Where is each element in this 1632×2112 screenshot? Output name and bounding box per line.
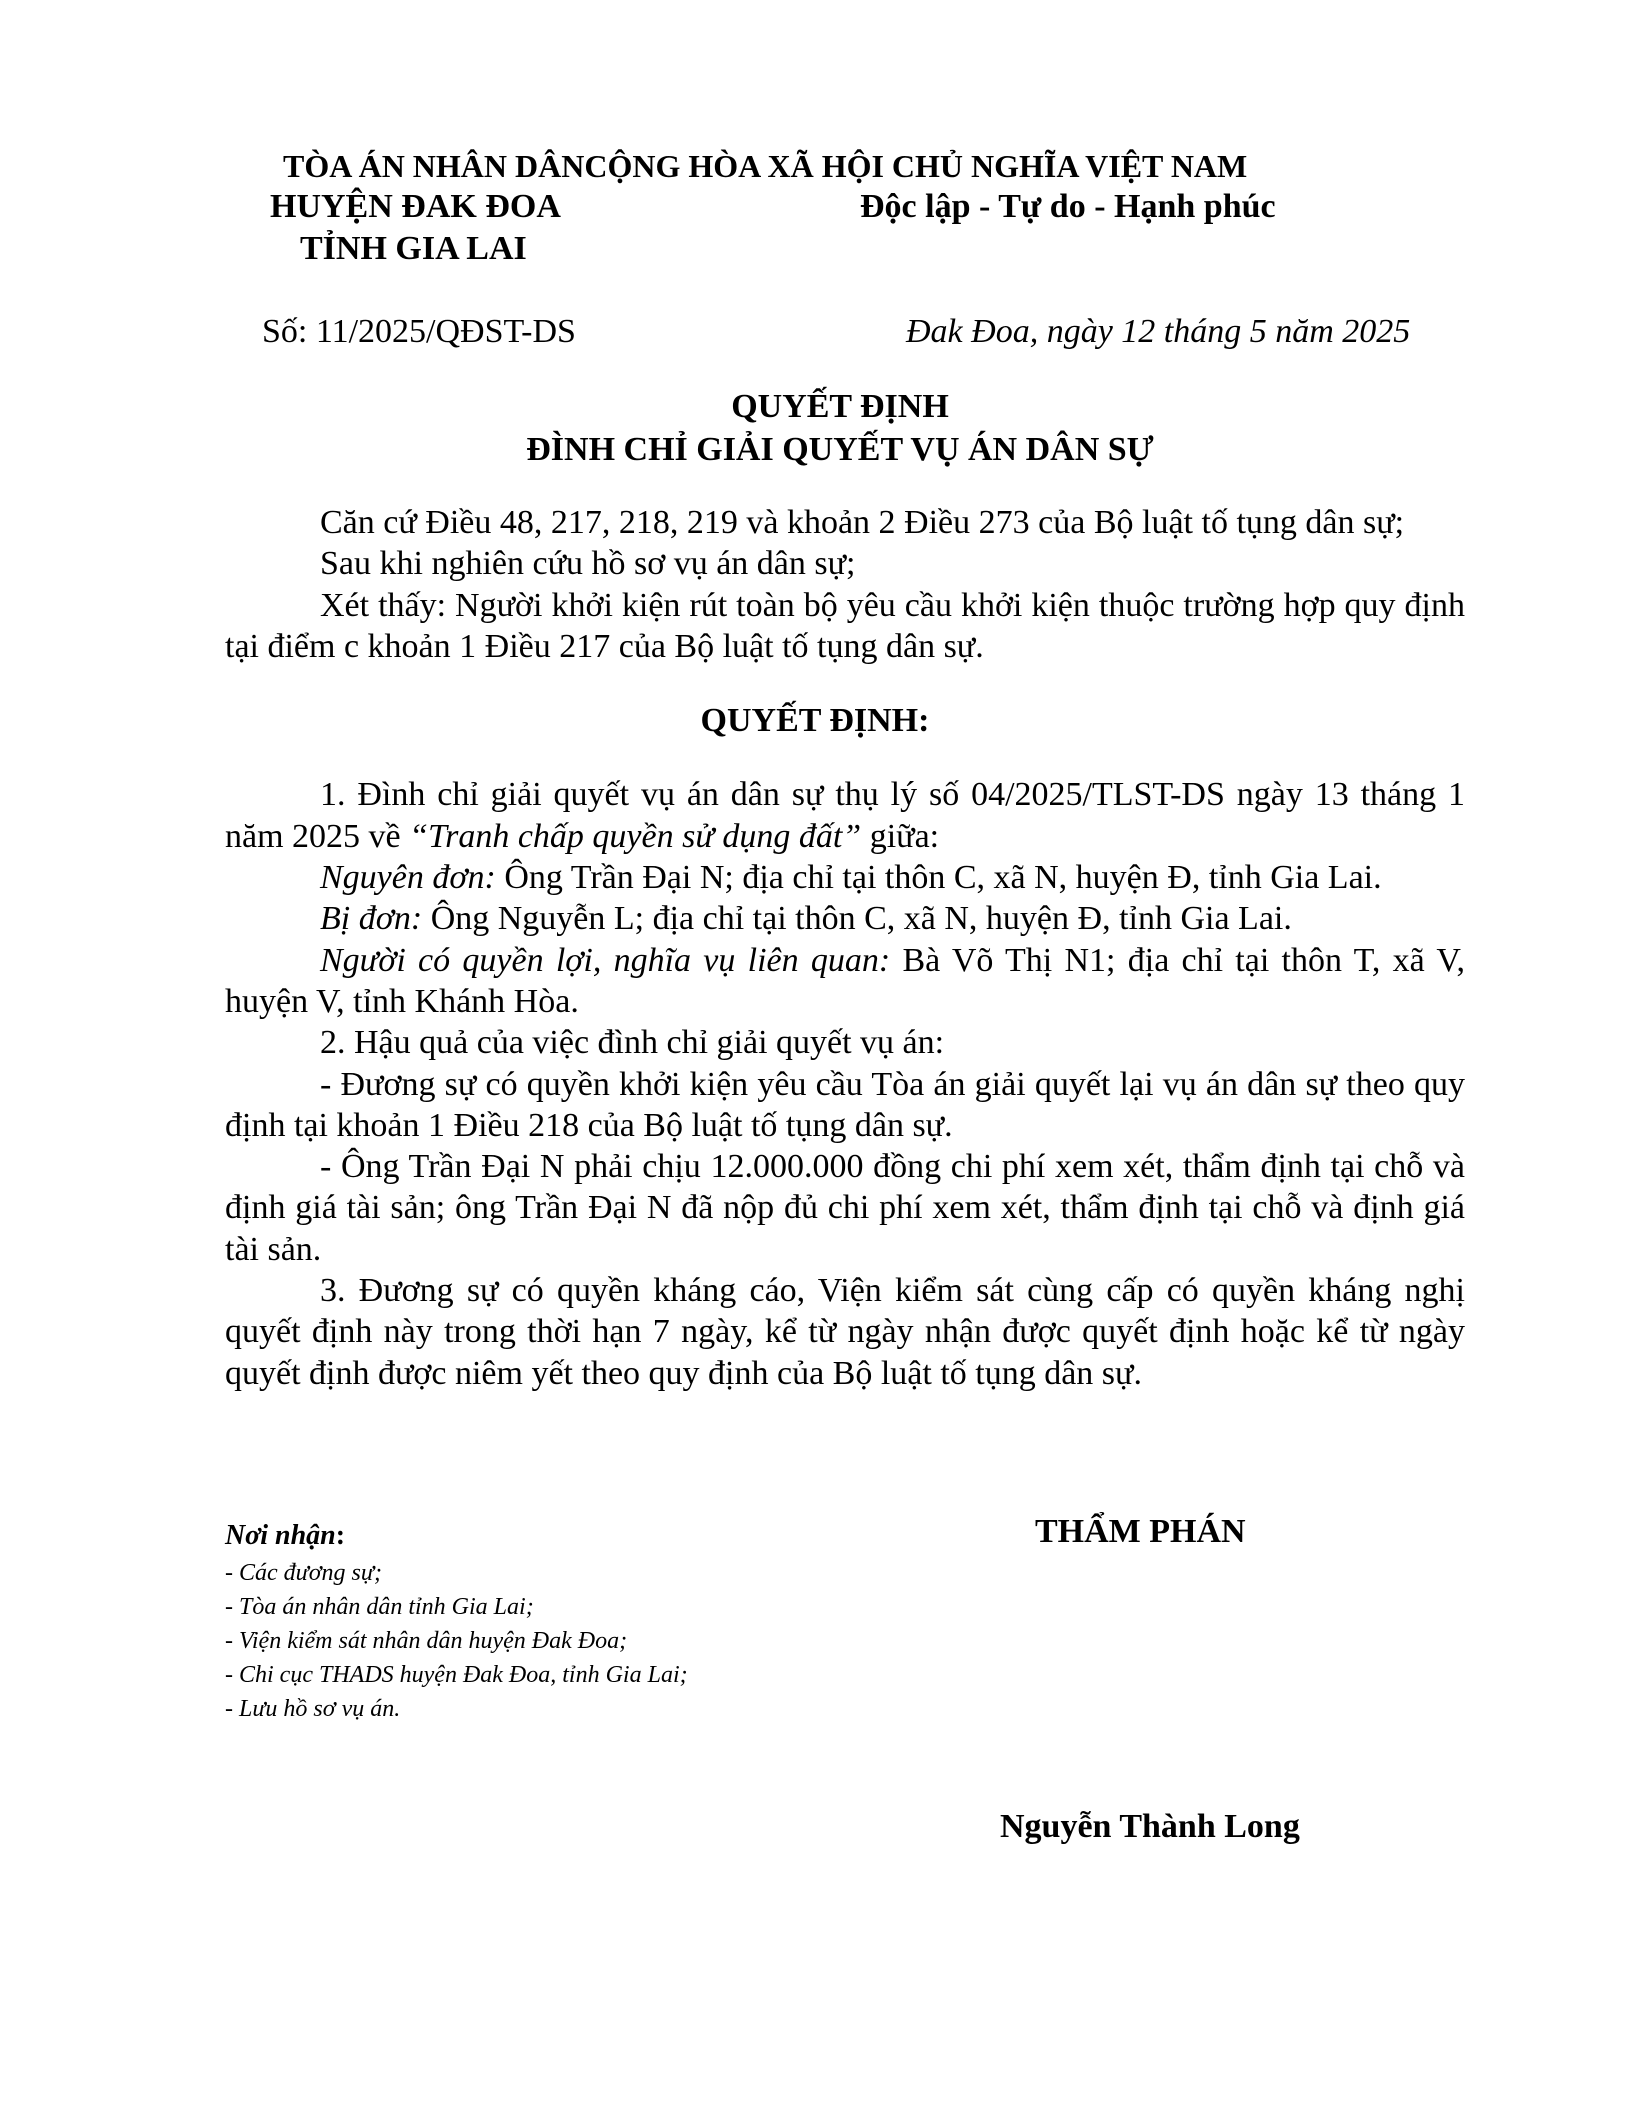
plaintiff-label: Nguyên đơn: xyxy=(320,859,496,897)
recipients-title-colon: : xyxy=(335,1520,346,1551)
related-party-text: Bà Võ Thị N1; địa chỉ tại thôn T, xã V, huyện V, tỉnh Khánh Hòa. xyxy=(225,941,1466,1020)
document-number: Số: 11/2025/QĐST-DS xyxy=(262,313,576,350)
preamble-finding: Xét thấy: Người khởi kiện rút toàn bộ yêu cầu khởi kiện thuộc trường hợp quy định tại điểm c khoản 1 Điều 217 của Bộ luật tố tụng dân sự. xyxy=(225,586,1465,665)
related-party-label: Người có quyền lợi, nghĩa vụ liên quan: xyxy=(320,941,891,979)
decision-item-2b: - Ông Trần Đại N phải chịu 12.000.000 đồng chi phí xem xét, thẩm định tại chỗ và định giá tài sản; ông Trần Đại N đã nộp đủ chi phí xem xét, thẩm định tại chỗ và định giá tài sản. xyxy=(225,1148,1465,1268)
signer-role: THẨM PHÁN xyxy=(1035,1513,1246,1550)
place-date: Đak Đoa, ngày 12 tháng 5 năm 2025 xyxy=(906,313,1411,350)
plaintiff-line xyxy=(225,857,1465,898)
recipient-item: - Chi cục THADS huyện Đak Đoa, tỉnh Gia Lai; xyxy=(225,1662,688,1688)
national-title: CỘNG HÒA XÃ HỘI CHỦ NGHĨA VIỆT NAM xyxy=(584,148,1248,184)
court-district: HUYỆN ĐAK ĐOA xyxy=(270,188,561,225)
recipients-title-text: Nơi nhận xyxy=(225,1520,336,1551)
case-subject: “Tranh chấp quyền sử dụng đất” xyxy=(409,817,862,855)
recipient-item: - Tòa án nhân dân tỉnh Gia Lai; xyxy=(225,1594,534,1620)
related-party-line xyxy=(225,940,1465,1023)
decision-item-1-text: 1. Đình chỉ giải quyết vụ án dân sự thụ lý số 04/2025/TLST-DS ngày 13 tháng 1 năm 2025 về xyxy=(225,776,1465,855)
court-name: TÒA ÁN NHÂN DÂN xyxy=(283,148,585,184)
decision-heading: QUYẾT ĐỊNH: xyxy=(700,702,930,740)
recipient-item: - Lưu hồ sơ vụ án. xyxy=(225,1696,401,1722)
decision-item-1 xyxy=(225,774,1465,857)
preamble-legal-basis: Căn cứ Điều 48, 217, 218, 219 và khoản 2 Điều 273 của Bộ luật tố tụng dân sự; xyxy=(320,504,1405,541)
defendant-text: Ông Nguyễn L; địa chỉ tại thôn C, xã N, huyện Đ, tỉnh Gia Lai. xyxy=(422,900,1292,938)
header-line1 xyxy=(283,148,1247,185)
national-motto: Độc lập - Tự do - Hạnh phúc xyxy=(860,188,1276,225)
document-subtitle: ĐÌNH CHỈ GIẢI QUYẾT VỤ ÁN DÂN SỰ xyxy=(526,431,1154,468)
plaintiff-text: Ông Trần Đại N; địa chỉ tại thôn C, xã N, huyện Đ, tỉnh Gia Lai. xyxy=(495,859,1382,897)
court-province: TỈNH GIA LAI xyxy=(300,230,527,267)
signer-name: Nguyễn Thành Long xyxy=(1000,1808,1300,1845)
recipient-item: - Viện kiểm sát nhân dân huyện Đak Đoa; xyxy=(225,1628,628,1654)
defendant-line xyxy=(225,898,1465,939)
recipients-title xyxy=(225,1520,345,1552)
decision-item-2: 2. Hậu quả của việc đình chỉ giải quyết vụ án: xyxy=(320,1024,945,1062)
decision-item-1-end: giữa: xyxy=(861,817,940,855)
recipient-item: - Các đương sự; xyxy=(225,1560,382,1586)
document-title: QUYẾT ĐỊNH xyxy=(731,388,949,425)
preamble-review: Sau khi nghiên cứu hồ sơ vụ án dân sự; xyxy=(320,545,856,583)
defendant-label: Bị đơn: xyxy=(320,900,423,938)
document-body xyxy=(225,502,1465,1394)
decision-item-2a: - Đương sự có quyền khởi kiện yêu cầu Tòa án giải quyết lại vụ án dân sự theo quy định tại khoản 1 Điều 218 của Bộ luật tố tụng dân sự. xyxy=(225,1065,1465,1144)
decision-item-3: 3. Đương sự có quyền kháng cáo, Viện kiểm sát cùng cấp có quyền kháng nghị quyết định này trong thời hạn 7 ngày, kể từ ngày nhận được quyết định hoặc kể từ ngày quyết định được niêm yết theo quy định của Bộ luật tố tụng dân sự. xyxy=(225,1272,1465,1392)
